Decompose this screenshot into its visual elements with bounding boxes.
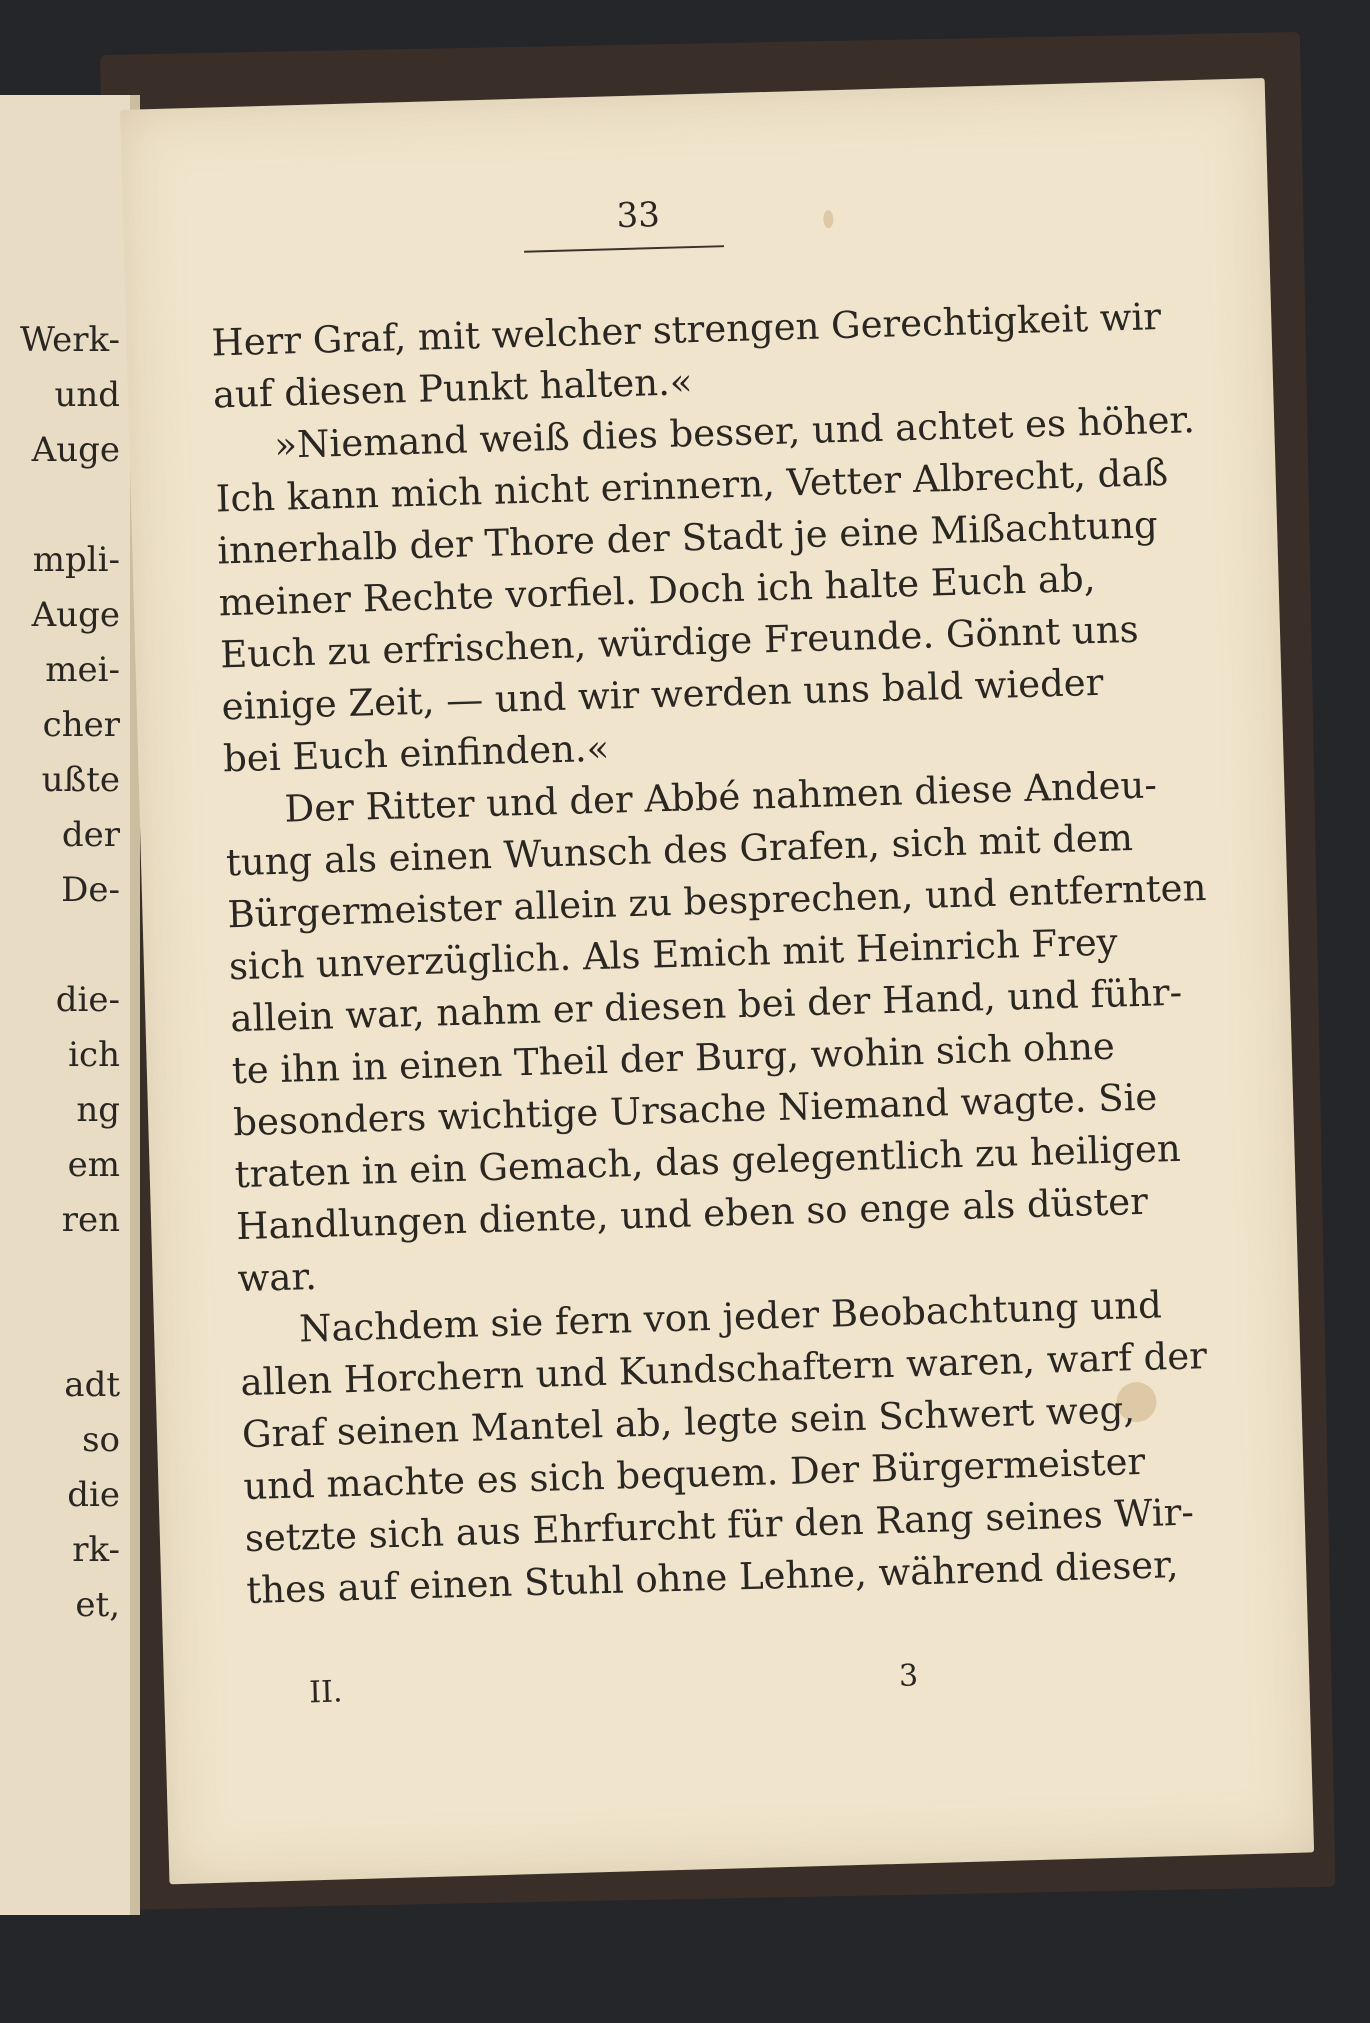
- left-page-fragment: ng: [76, 1090, 120, 1130]
- text-line: innerhalb der Thore der Stadt je eine Mißachtung: [216, 503, 1159, 573]
- text-line: »Niemand weiß dies besser, und achtet es höher.: [273, 398, 1196, 467]
- signature-mark: II.: [308, 1674, 343, 1711]
- right-page: [120, 78, 1314, 1884]
- text-line: und machte es sich bequem. Der Bürgermeister: [242, 1439, 1146, 1509]
- text-line: allen Horchern und Kundschaftern waren, warf der: [239, 1334, 1208, 1405]
- left-page-fragment: et,: [75, 1585, 120, 1625]
- text-line: Graf seinen Mantel ab, legte sein Schwert weg,: [241, 1388, 1136, 1457]
- text-line: Der Ritter und der Abbé nahmen diese Andeu-: [283, 763, 1158, 831]
- text-line: Herr Graf, mit welcher strengen Gerechtigkeit wir: [210, 295, 1162, 365]
- text-line: thes auf einen Stuhl ohne Lehne, während dieser,: [245, 1543, 1180, 1613]
- text-line: auf diesen Punkt halten.«: [212, 360, 693, 417]
- left-page: [0, 95, 140, 1915]
- left-page-fragment: cher: [42, 705, 120, 745]
- left-page-fragment: ich: [68, 1035, 120, 1075]
- sheet-number: 3: [898, 1658, 919, 1694]
- header-rule: [524, 245, 724, 253]
- text-line: Ich kann mich nicht erinnern, Vetter Albrecht, daß: [215, 450, 1169, 521]
- left-page-fragment: die: [67, 1475, 120, 1515]
- text-line: Handlungen diente, und eben so enge als düster: [235, 1179, 1149, 1249]
- left-page-fragment: rk-: [72, 1530, 120, 1570]
- left-page-fragment: ren: [61, 1200, 120, 1240]
- left-page-fragment: De-: [61, 870, 120, 910]
- page-body-text: [210, 294, 1208, 1617]
- left-page-fragment: so: [82, 1420, 120, 1460]
- text-line: war.: [237, 1254, 318, 1301]
- left-page-fragment: em: [67, 1145, 120, 1185]
- left-page-fragment: ußte: [41, 760, 120, 800]
- left-page-fragment: die-: [55, 980, 120, 1020]
- text-line: bei Euch einfinden.«: [222, 726, 610, 781]
- text-line: meiner Rechte vorfiel. Doch ich halte Euch ab,: [218, 556, 1096, 625]
- left-page-fragment: Auge: [31, 595, 120, 635]
- left-page-fragment: adt: [64, 1365, 120, 1405]
- left-page-fragment: der: [61, 815, 120, 855]
- text-line: Nachdem sie fern von jeder Beobachtung und: [298, 1283, 1163, 1351]
- text-line: Euch zu erfrischen, würdige Freunde. Gönnt uns: [219, 607, 1140, 677]
- text-line: te ihn in einen Theil der Burg, wohin sich ohne: [231, 1024, 1116, 1093]
- left-page-fragment: mpli-: [32, 540, 120, 580]
- text-line: besonders wichtige Ursache Niemand wagte. Sie: [232, 1075, 1158, 1145]
- text-line: sich unverzüglich. Als Emich mit Heinrich Frey: [228, 920, 1119, 989]
- left-page-fragment: und: [54, 375, 120, 415]
- left-page-fragment: mei-: [45, 650, 120, 690]
- text-line: einige Zeit, — und wir werden uns bald wieder: [221, 660, 1104, 729]
- text-line: setzte sich aus Ehrfurcht für den Rang seines Wir-: [244, 1490, 1195, 1561]
- page-number: 33: [615, 194, 661, 237]
- left-page-fragment: Auge: [31, 430, 120, 470]
- text-line: Bürgermeister allein zu besprechen, und entfernten: [226, 865, 1207, 937]
- text-line: tung als einen Wunsch des Grafen, sich mit dem: [225, 816, 1134, 885]
- left-page-fragment: Werk-: [19, 320, 120, 360]
- text-line: traten in ein Gemach, das gelegentlich zu heiligen: [234, 1126, 1182, 1197]
- text-line: allein war, nahm er diesen bei der Hand, und führ-: [229, 970, 1183, 1041]
